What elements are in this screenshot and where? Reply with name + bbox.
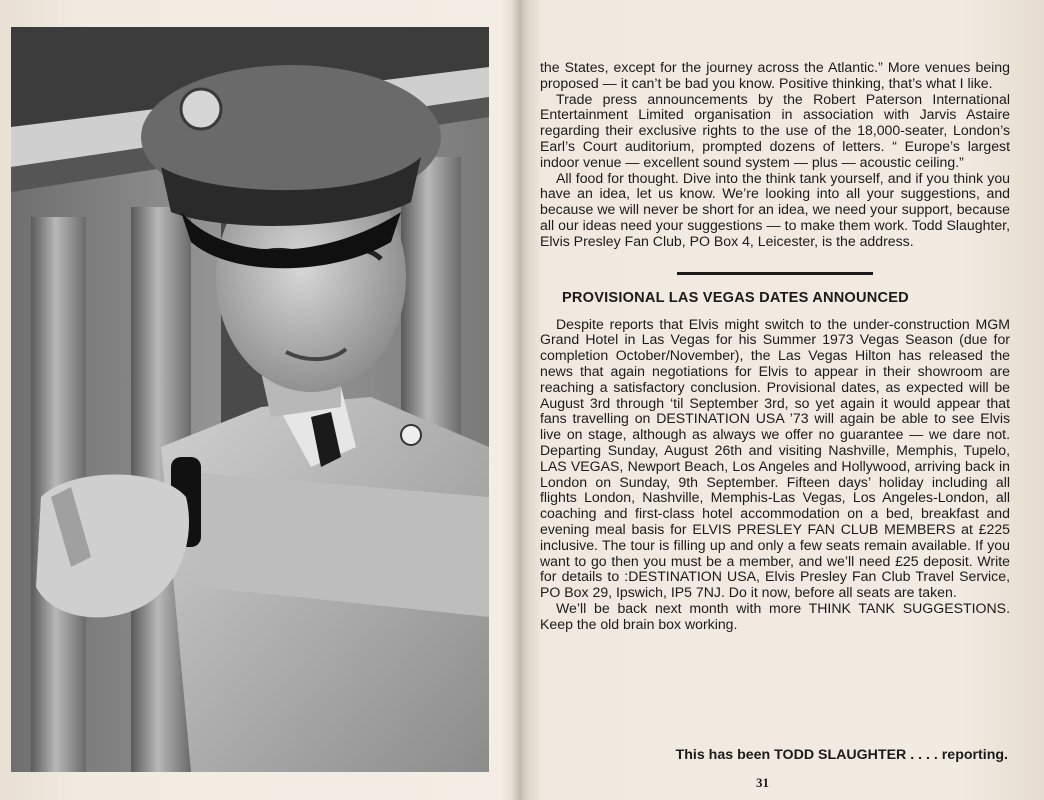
section-divider: [677, 272, 873, 275]
article-paragraph-3: All food for thought. Dive into the think tank yourself, and if you think you have an idea, let us know. We’re looking into all your suggestions, and because we will never be short for an idea, we need your support, because all our ideas need your suggestions — to make them work. Todd Slaughter, Elvis Presley Fan Club, PO Box 4, Leicester, is the address.: [540, 169, 1010, 249]
signoff: [540, 747, 1008, 763]
article-paragraph-1: the States, except for the journey across the Atlantic.” More venues being proposed — it can’t be bad you know. Positive thinking, that’s what I like.: [540, 59, 1010, 91]
article-paragraph-2: Trade press announcements by the Robert Paterson International Entertainment Limited organisation in association with Jarvis Astaire regarding their exclusive rights to the use of the 18,000-seater, London’s Earl’s Court auditorium, prompted dozens of letters. “ Europe’s largest indoor venue — excellent sound system — plus — acoustic ceiling.”: [540, 90, 1010, 170]
section-heading: PROVISIONAL LAS VEGAS DATES ANNOUNCED: [562, 289, 909, 306]
page-gutter: [512, 0, 530, 800]
article: [540, 60, 1010, 633]
signoff-prefix: This has been: [675, 747, 771, 763]
article-paragraph-4: Despite reports that Elvis might switch to the under-construction MGM Grand Hotel in Las Vegas for his Summer 1973 Vegas Season (due for completion October/November), the Las Vegas Hilton has released the news that again negotiations for Elvis to appear in their showroom are reaching a satisfactory conclusion. Provisional dates, as expected will be August 3rd through ‘til September 3rd, so yet again it would appear that fans travelling on DESTINATION USA ’73 will again be able to see Elvis live on stage, although as always we offer no guarantee — we dare not. Departing Sunday, August 26th and visiting Nashville, Memphis, Tupelo, LAS VEGAS, Newport Beach, Los Angeles and Hollywood, arriving back in London on Sunday, 9th September. Fifteen days’ holiday including all flights London, Nashville, Memphis-Las Vegas, Los Angeles-London, all coaching and first-class hotel accommodation on a bed, breakfast and evening meal basis for ELVIS PRESLEY FAN CLUB MEMBERS at £225 inclusive. The tour is filling up and only a few seats remain available. If you want to go then you must be a member, and we’ll need £25 deposit. Write for details to :DESTINATION USA, Elvis Presley Fan Club Travel Service, PO Box 29, Ipswich, IP5 7NJ. Do it now, before all seats are taken.: [540, 315, 1010, 601]
signoff-name: TODD SLAUGHTER: [774, 747, 907, 763]
page-number: 31: [756, 775, 769, 790]
article-paragraph-5: We’ll be back next month with more THINK TANK SUGGESTIONS. Keep the old brain box working.: [540, 599, 1010, 632]
photo-soldier-checking-watch: [11, 27, 489, 772]
signoff-suffix: . . . . reporting.: [910, 747, 1008, 763]
